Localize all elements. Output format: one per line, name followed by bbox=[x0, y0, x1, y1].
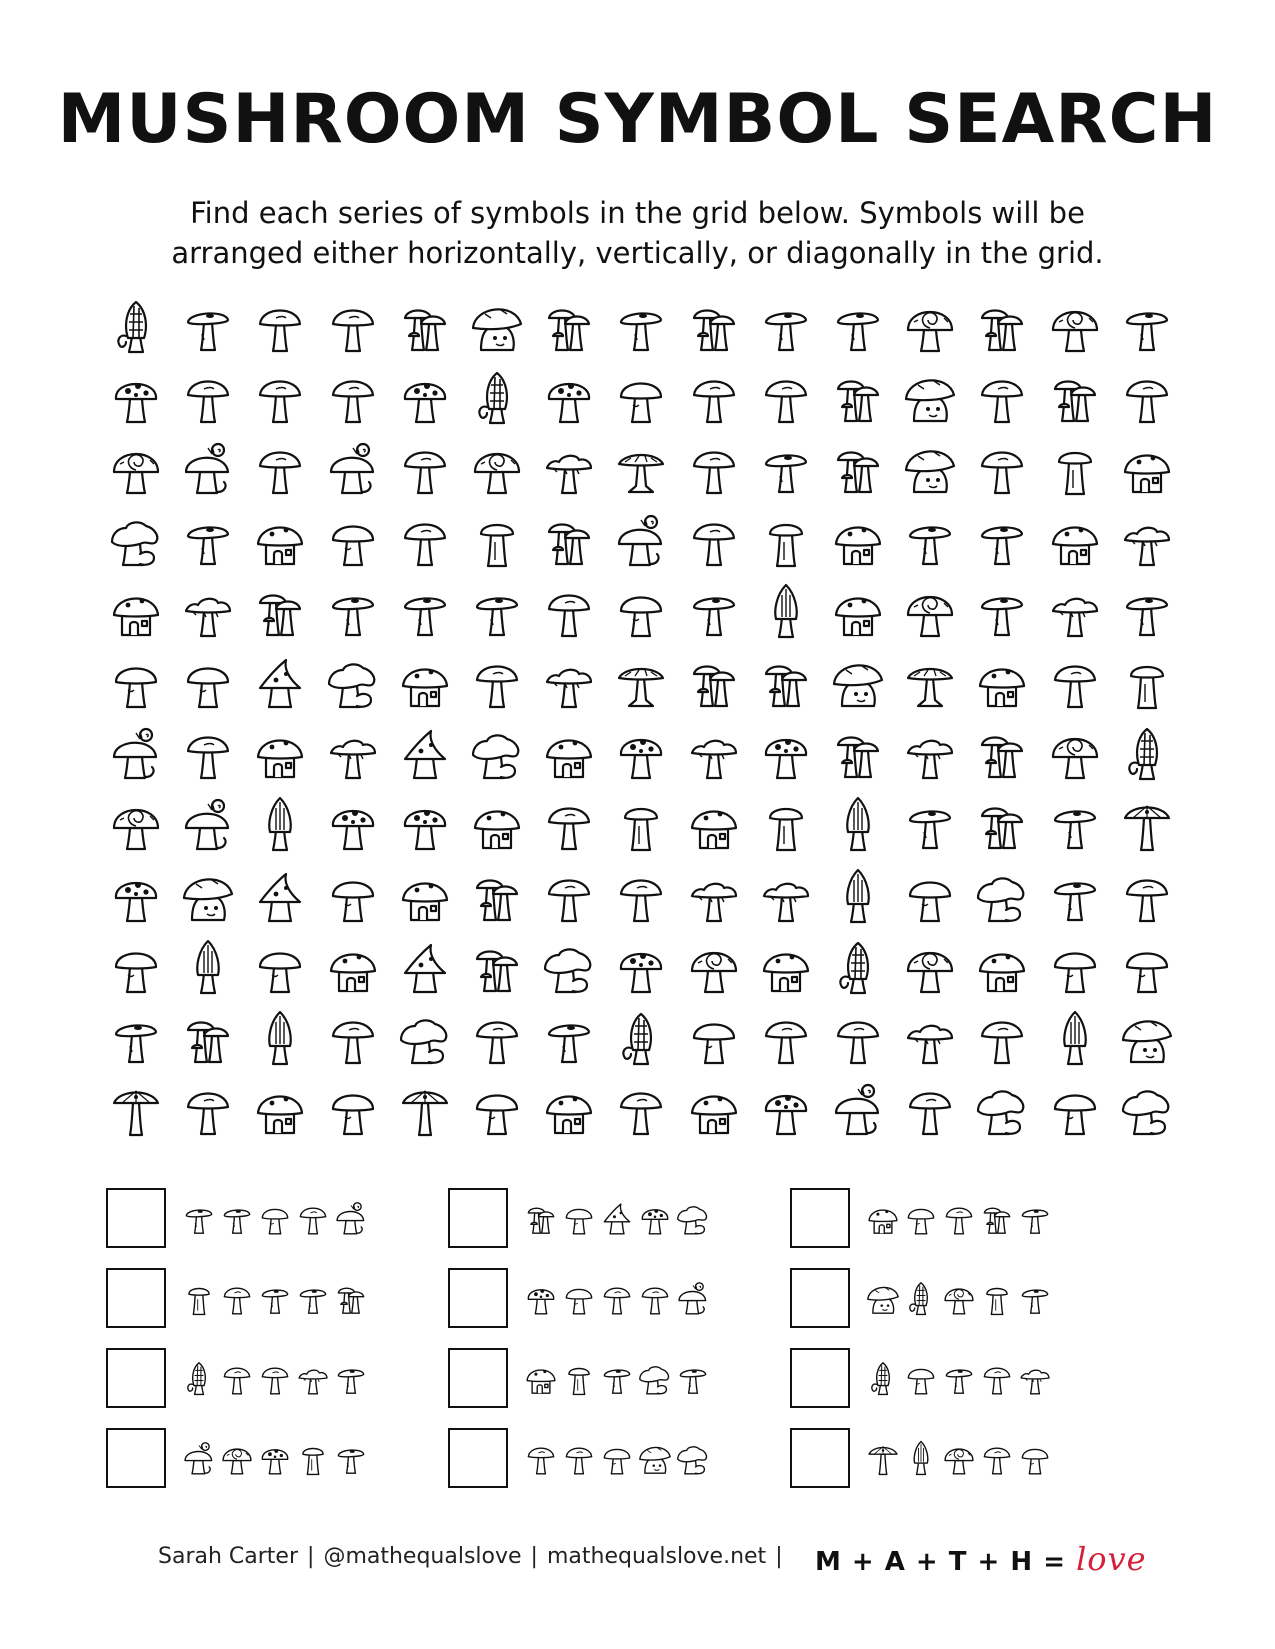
bell-cap-icon[interactable] bbox=[539, 581, 599, 641]
shelf-mushroom-icon[interactable] bbox=[1045, 581, 1105, 641]
cluster-mushroom-icon[interactable] bbox=[756, 652, 816, 712]
pointed-cap-icon[interactable] bbox=[395, 723, 455, 783]
spotted-toadstool-icon[interactable] bbox=[323, 794, 383, 854]
dome-mushroom-icon[interactable] bbox=[323, 866, 383, 926]
tall-thin-mushroom-icon[interactable] bbox=[467, 510, 527, 570]
spotted-toadstool-icon[interactable] bbox=[756, 723, 816, 783]
cluster-mushroom-icon[interactable] bbox=[539, 296, 599, 356]
grid-row bbox=[106, 367, 1176, 427]
spiral-cap-icon[interactable] bbox=[106, 438, 166, 498]
dome-mushroom-icon[interactable] bbox=[106, 937, 166, 997]
spotted-toadstool-icon[interactable] bbox=[611, 723, 671, 783]
footer-handle: @mathequalslove bbox=[323, 1544, 522, 1569]
house-mushroom-icon[interactable] bbox=[539, 1079, 599, 1139]
dome-mushroom-icon bbox=[560, 1271, 598, 1325]
bell-cap-icon[interactable] bbox=[323, 1008, 383, 1068]
conical-mushroom-icon bbox=[902, 1431, 940, 1485]
bell-cap-icon[interactable] bbox=[178, 723, 238, 783]
dome-mushroom-icon[interactable] bbox=[611, 367, 671, 427]
conical-mushroom-icon[interactable] bbox=[828, 866, 888, 926]
cluster-mushroom-icon[interactable] bbox=[684, 652, 744, 712]
shelf-mushroom-icon[interactable] bbox=[900, 723, 960, 783]
snail-mushroom-icon[interactable] bbox=[178, 438, 238, 498]
bell-cap-icon[interactable] bbox=[900, 1079, 960, 1139]
tall-thin-mushroom-icon[interactable] bbox=[1117, 652, 1177, 712]
flat-cap-icon[interactable] bbox=[756, 296, 816, 356]
spotted-toadstool-icon[interactable] bbox=[756, 1079, 816, 1139]
spiral-cap-icon bbox=[940, 1431, 978, 1485]
bell-cap-icon[interactable] bbox=[395, 438, 455, 498]
morel-icon[interactable] bbox=[1117, 723, 1177, 783]
pedestal-mushroom-icon[interactable] bbox=[611, 652, 671, 712]
bell-cap-icon[interactable] bbox=[323, 367, 383, 427]
bell-cap-icon bbox=[598, 1271, 636, 1325]
spiral-cap-icon[interactable] bbox=[106, 794, 166, 854]
pedestal-mushroom-icon[interactable] bbox=[900, 652, 960, 712]
face-mushroom-icon[interactable] bbox=[1117, 1008, 1177, 1068]
shelf-mushroom-icon[interactable] bbox=[178, 581, 238, 641]
wavy-cap-icon bbox=[674, 1191, 712, 1245]
tall-thin-mushroom-icon[interactable] bbox=[1045, 438, 1105, 498]
morel-icon[interactable] bbox=[106, 296, 166, 356]
house-mushroom-icon[interactable] bbox=[828, 581, 888, 641]
flat-cap-icon[interactable] bbox=[611, 296, 671, 356]
house-mushroom-icon[interactable] bbox=[1117, 438, 1177, 498]
clue-checkbox[interactable] bbox=[790, 1268, 850, 1328]
bell-cap-icon[interactable] bbox=[1117, 367, 1177, 427]
flat-cap-icon[interactable] bbox=[1117, 581, 1177, 641]
bell-cap-icon[interactable] bbox=[250, 296, 310, 356]
cluster-mushroom-icon[interactable] bbox=[395, 296, 455, 356]
wavy-cap-icon[interactable] bbox=[972, 1079, 1032, 1139]
logo-text: M + A + T + H = bbox=[815, 1547, 1066, 1577]
spiral-cap-icon[interactable] bbox=[900, 296, 960, 356]
shelf-mushroom-icon[interactable] bbox=[684, 723, 744, 783]
flat-cap-icon[interactable] bbox=[178, 510, 238, 570]
flat-cap-icon[interactable] bbox=[467, 581, 527, 641]
footer-separator: | bbox=[307, 1544, 315, 1569]
flat-cap-icon[interactable] bbox=[323, 581, 383, 641]
flat-cap-icon[interactable] bbox=[395, 581, 455, 641]
bell-cap-icon[interactable] bbox=[828, 1008, 888, 1068]
house-mushroom-icon[interactable] bbox=[828, 510, 888, 570]
dome-mushroom-icon[interactable] bbox=[178, 652, 238, 712]
spotted-toadstool-icon[interactable] bbox=[106, 866, 166, 926]
morel-icon bbox=[864, 1351, 902, 1405]
dome-mushroom-icon[interactable] bbox=[900, 866, 960, 926]
bell-cap-icon[interactable] bbox=[539, 866, 599, 926]
flat-cap-icon[interactable] bbox=[178, 296, 238, 356]
cluster-mushroom-icon[interactable] bbox=[828, 367, 888, 427]
pointed-cap-icon bbox=[598, 1191, 636, 1245]
flat-cap-icon bbox=[674, 1351, 712, 1405]
flat-cap-icon bbox=[332, 1431, 370, 1485]
clue-checkbox[interactable] bbox=[790, 1188, 850, 1248]
grid-row bbox=[106, 438, 1176, 498]
face-mushroom-icon[interactable] bbox=[828, 652, 888, 712]
shelf-mushroom-icon bbox=[1016, 1351, 1054, 1405]
bell-cap-icon[interactable] bbox=[467, 652, 527, 712]
cluster-mushroom-icon[interactable] bbox=[467, 866, 527, 926]
page-title: MUSHROOM SYMBOL SEARCH bbox=[57, 80, 1218, 159]
snail-mushroom-icon bbox=[332, 1191, 370, 1245]
footer-site[interactable]: mathequalslove.net bbox=[546, 1544, 767, 1569]
wavy-cap-icon[interactable] bbox=[395, 1008, 455, 1068]
house-mushroom-icon[interactable] bbox=[250, 510, 310, 570]
cluster-mushroom-icon bbox=[522, 1191, 560, 1245]
flat-cap-icon[interactable] bbox=[900, 510, 960, 570]
clue-checkbox[interactable] bbox=[106, 1268, 166, 1328]
bell-cap-icon bbox=[522, 1431, 560, 1485]
dome-mushroom-icon[interactable] bbox=[611, 581, 671, 641]
flat-cap-icon[interactable] bbox=[106, 1008, 166, 1068]
conical-mushroom-icon[interactable] bbox=[756, 581, 816, 641]
bell-cap-icon[interactable] bbox=[684, 510, 744, 570]
tall-thin-mushroom-icon[interactable] bbox=[756, 510, 816, 570]
clue-checkbox[interactable] bbox=[448, 1188, 508, 1248]
dome-mushroom-icon[interactable] bbox=[250, 937, 310, 997]
bell-cap-icon[interactable] bbox=[250, 367, 310, 427]
cluster-mushroom-icon[interactable] bbox=[828, 438, 888, 498]
grid-row bbox=[106, 296, 1176, 356]
bell-cap-icon bbox=[978, 1431, 1016, 1485]
flat-cap-icon bbox=[256, 1271, 294, 1325]
flat-cap-icon bbox=[180, 1191, 218, 1245]
grid-row bbox=[106, 1008, 1176, 1068]
cluster-mushroom-icon[interactable] bbox=[1045, 367, 1105, 427]
house-mushroom-icon[interactable] bbox=[972, 652, 1032, 712]
spotted-toadstool-icon[interactable] bbox=[395, 794, 455, 854]
pointed-cap-icon[interactable] bbox=[250, 652, 310, 712]
bell-cap-icon[interactable] bbox=[250, 438, 310, 498]
dome-mushroom-icon[interactable] bbox=[1117, 937, 1177, 997]
conical-mushroom-icon[interactable] bbox=[1045, 1008, 1105, 1068]
wavy-cap-icon bbox=[674, 1431, 712, 1485]
grid-row bbox=[106, 652, 1176, 712]
bell-cap-icon[interactable] bbox=[972, 438, 1032, 498]
shelf-mushroom-icon[interactable] bbox=[539, 438, 599, 498]
spiral-cap-icon[interactable] bbox=[900, 581, 960, 641]
spiral-cap-icon[interactable] bbox=[1045, 723, 1105, 783]
house-mushroom-icon[interactable] bbox=[756, 937, 816, 997]
dome-mushroom-icon bbox=[902, 1191, 940, 1245]
cluster-mushroom-icon[interactable] bbox=[539, 510, 599, 570]
cluster-mushroom-icon[interactable] bbox=[250, 581, 310, 641]
house-mushroom-icon bbox=[864, 1191, 902, 1245]
shelf-mushroom-icon bbox=[294, 1351, 332, 1405]
clue-checkbox[interactable] bbox=[448, 1348, 508, 1408]
flat-cap-icon bbox=[218, 1191, 256, 1245]
dome-mushroom-icon bbox=[902, 1351, 940, 1405]
bell-cap-icon bbox=[294, 1191, 332, 1245]
wavy-cap-icon[interactable] bbox=[323, 652, 383, 712]
tall-thin-mushroom-icon bbox=[294, 1431, 332, 1485]
footer-credits bbox=[158, 1544, 792, 1569]
flat-cap-icon[interactable] bbox=[900, 794, 960, 854]
spiral-cap-icon bbox=[218, 1431, 256, 1485]
bell-cap-icon bbox=[560, 1431, 598, 1485]
footer-separator: | bbox=[530, 1544, 538, 1569]
footer bbox=[0, 1540, 1275, 1580]
face-mushroom-icon[interactable] bbox=[900, 438, 960, 498]
house-mushroom-icon[interactable] bbox=[972, 937, 1032, 997]
house-mushroom-icon[interactable] bbox=[684, 794, 744, 854]
morel-icon bbox=[902, 1271, 940, 1325]
dome-mushroom-icon bbox=[256, 1191, 294, 1245]
grid-row bbox=[106, 794, 1176, 854]
dome-mushroom-icon[interactable] bbox=[467, 1079, 527, 1139]
grid-row bbox=[106, 937, 1176, 997]
morel-icon[interactable] bbox=[611, 1008, 671, 1068]
flat-cap-icon[interactable] bbox=[756, 438, 816, 498]
spiral-cap-icon[interactable] bbox=[467, 438, 527, 498]
flat-cap-icon[interactable] bbox=[972, 510, 1032, 570]
house-mushroom-icon[interactable] bbox=[323, 937, 383, 997]
face-mushroom-icon bbox=[636, 1431, 674, 1485]
shelf-mushroom-icon[interactable] bbox=[323, 723, 383, 783]
umbrella-mushroom-icon bbox=[864, 1431, 902, 1485]
flat-cap-icon[interactable] bbox=[1117, 296, 1177, 356]
brand-logo bbox=[815, 1540, 1147, 1578]
bell-cap-icon[interactable] bbox=[756, 367, 816, 427]
bell-cap-icon[interactable] bbox=[467, 1008, 527, 1068]
dome-mushroom-icon[interactable] bbox=[1045, 1079, 1105, 1139]
snail-mushroom-icon bbox=[180, 1431, 218, 1485]
flat-cap-icon[interactable] bbox=[684, 581, 744, 641]
bell-cap-icon[interactable] bbox=[972, 1008, 1032, 1068]
bell-cap-icon bbox=[978, 1351, 1016, 1405]
flat-cap-icon bbox=[598, 1351, 636, 1405]
tall-thin-mushroom-icon bbox=[560, 1351, 598, 1405]
cluster-mushroom-icon[interactable] bbox=[972, 794, 1032, 854]
bell-cap-icon[interactable] bbox=[178, 1079, 238, 1139]
conical-mushroom-icon[interactable] bbox=[828, 794, 888, 854]
wavy-cap-icon[interactable] bbox=[1117, 1079, 1177, 1139]
dome-mushroom-icon[interactable] bbox=[684, 1008, 744, 1068]
grid-row bbox=[106, 866, 1176, 926]
clue-list bbox=[0, 1188, 1275, 1518]
conical-mushroom-icon[interactable] bbox=[250, 1008, 310, 1068]
clue-checkbox[interactable] bbox=[106, 1428, 166, 1488]
wavy-cap-icon[interactable] bbox=[972, 866, 1032, 926]
bell-cap-icon[interactable] bbox=[1117, 866, 1177, 926]
dome-mushroom-icon[interactable] bbox=[1045, 937, 1105, 997]
flat-cap-icon[interactable] bbox=[539, 1008, 599, 1068]
bell-cap-icon[interactable] bbox=[756, 1008, 816, 1068]
snail-mushroom-icon[interactable] bbox=[106, 723, 166, 783]
wavy-cap-icon[interactable] bbox=[467, 723, 527, 783]
flat-cap-icon[interactable] bbox=[1045, 866, 1105, 926]
clue-checkbox[interactable] bbox=[448, 1428, 508, 1488]
bell-cap-icon[interactable] bbox=[684, 438, 744, 498]
spotted-toadstool-icon bbox=[636, 1191, 674, 1245]
shelf-mushroom-icon[interactable] bbox=[684, 866, 744, 926]
clue-checkbox[interactable] bbox=[448, 1268, 508, 1328]
conical-mushroom-icon[interactable] bbox=[178, 937, 238, 997]
conical-mushroom-icon[interactable] bbox=[250, 794, 310, 854]
bell-cap-icon[interactable] bbox=[1045, 652, 1105, 712]
umbrella-mushroom-icon[interactable] bbox=[106, 1079, 166, 1139]
wavy-cap-icon[interactable] bbox=[539, 937, 599, 997]
snail-mushroom-icon[interactable] bbox=[611, 510, 671, 570]
cluster-mushroom-icon[interactable] bbox=[467, 937, 527, 997]
house-mushroom-icon[interactable] bbox=[395, 866, 455, 926]
bell-cap-icon[interactable] bbox=[972, 367, 1032, 427]
shelf-mushroom-icon[interactable] bbox=[539, 652, 599, 712]
pointed-cap-icon[interactable] bbox=[250, 866, 310, 926]
footer-separator: | bbox=[775, 1544, 783, 1569]
dome-mushroom-icon[interactable] bbox=[106, 652, 166, 712]
cluster-mushroom-icon[interactable] bbox=[828, 723, 888, 783]
flat-cap-icon[interactable] bbox=[972, 581, 1032, 641]
snail-mushroom-icon bbox=[674, 1271, 712, 1325]
face-mushroom-icon[interactable] bbox=[467, 296, 527, 356]
logo-love: love bbox=[1076, 1540, 1147, 1578]
cluster-mushroom-icon[interactable] bbox=[684, 296, 744, 356]
flat-cap-icon[interactable] bbox=[1045, 794, 1105, 854]
house-mushroom-icon[interactable] bbox=[106, 581, 166, 641]
spotted-toadstool-icon bbox=[522, 1271, 560, 1325]
flat-cap-icon bbox=[1016, 1271, 1054, 1325]
cluster-mushroom-icon bbox=[978, 1191, 1016, 1245]
house-mushroom-icon[interactable] bbox=[250, 723, 310, 783]
shelf-mushroom-icon[interactable] bbox=[1117, 510, 1177, 570]
grid-row bbox=[106, 723, 1176, 783]
bell-cap-icon[interactable] bbox=[611, 866, 671, 926]
pedestal-mushroom-icon[interactable] bbox=[611, 438, 671, 498]
cluster-mushroom-icon bbox=[332, 1271, 370, 1325]
wavy-cap-icon[interactable] bbox=[106, 510, 166, 570]
bell-cap-icon bbox=[218, 1351, 256, 1405]
tall-thin-mushroom-icon bbox=[978, 1271, 1016, 1325]
snail-mushroom-icon[interactable] bbox=[828, 1079, 888, 1139]
bell-cap-icon bbox=[218, 1271, 256, 1325]
tall-thin-mushroom-icon[interactable] bbox=[756, 794, 816, 854]
instructions bbox=[100, 193, 1175, 273]
morel-icon[interactable] bbox=[828, 937, 888, 997]
bell-cap-icon[interactable] bbox=[323, 296, 383, 356]
house-mushroom-icon[interactable] bbox=[467, 794, 527, 854]
bell-cap-icon[interactable] bbox=[395, 510, 455, 570]
dome-mushroom-icon bbox=[598, 1431, 636, 1485]
spiral-cap-icon bbox=[940, 1271, 978, 1325]
snail-mushroom-icon[interactable] bbox=[323, 438, 383, 498]
footer-author: Sarah Carter bbox=[158, 1544, 299, 1569]
shelf-mushroom-icon[interactable] bbox=[900, 1008, 960, 1068]
tall-thin-mushroom-icon bbox=[180, 1271, 218, 1325]
clue-checkbox[interactable] bbox=[790, 1348, 850, 1408]
tall-thin-mushroom-icon[interactable] bbox=[611, 794, 671, 854]
house-mushroom-icon[interactable] bbox=[250, 1079, 310, 1139]
umbrella-mushroom-icon[interactable] bbox=[1117, 794, 1177, 854]
instructions-line-1: Find each series of symbols in the grid below. Symbols will be bbox=[190, 196, 1085, 230]
face-mushroom-icon bbox=[864, 1271, 902, 1325]
spiral-cap-icon[interactable] bbox=[900, 937, 960, 997]
bell-cap-icon[interactable] bbox=[539, 794, 599, 854]
dome-mushroom-icon[interactable] bbox=[323, 510, 383, 570]
flat-cap-icon bbox=[940, 1351, 978, 1405]
clue-checkbox[interactable] bbox=[790, 1428, 850, 1488]
morel-icon bbox=[180, 1351, 218, 1405]
grid-row bbox=[106, 1079, 1176, 1139]
cluster-mushroom-icon[interactable] bbox=[178, 1008, 238, 1068]
bell-cap-icon bbox=[940, 1191, 978, 1245]
cluster-mushroom-icon[interactable] bbox=[972, 723, 1032, 783]
dome-mushroom-icon[interactable] bbox=[323, 1079, 383, 1139]
umbrella-mushroom-icon[interactable] bbox=[395, 1079, 455, 1139]
bell-cap-icon[interactable] bbox=[684, 367, 744, 427]
cluster-mushroom-icon[interactable] bbox=[972, 296, 1032, 356]
spotted-toadstool-icon[interactable] bbox=[539, 367, 599, 427]
bell-cap-icon[interactable] bbox=[178, 367, 238, 427]
flat-cap-icon[interactable] bbox=[828, 296, 888, 356]
wavy-cap-icon bbox=[636, 1351, 674, 1405]
spotted-toadstool-icon[interactable] bbox=[611, 937, 671, 997]
bell-cap-icon bbox=[256, 1351, 294, 1405]
dome-mushroom-icon bbox=[1016, 1431, 1054, 1485]
snail-mushroom-icon[interactable] bbox=[178, 794, 238, 854]
spotted-toadstool-icon[interactable] bbox=[106, 367, 166, 427]
house-mushroom-icon[interactable] bbox=[539, 723, 599, 783]
house-mushroom-icon bbox=[522, 1351, 560, 1405]
spiral-cap-icon[interactable] bbox=[684, 937, 744, 997]
bell-cap-icon[interactable] bbox=[611, 1079, 671, 1139]
spiral-cap-icon[interactable] bbox=[1045, 296, 1105, 356]
bell-cap-icon bbox=[636, 1271, 674, 1325]
clue-checkbox[interactable] bbox=[106, 1348, 166, 1408]
face-mushroom-icon[interactable] bbox=[900, 367, 960, 427]
house-mushroom-icon[interactable] bbox=[1045, 510, 1105, 570]
face-mushroom-icon[interactable] bbox=[178, 866, 238, 926]
shelf-mushroom-icon[interactable] bbox=[756, 866, 816, 926]
pointed-cap-icon[interactable] bbox=[395, 937, 455, 997]
spotted-toadstool-icon[interactable] bbox=[395, 367, 455, 427]
morel-icon[interactable] bbox=[467, 367, 527, 427]
flat-cap-icon bbox=[332, 1351, 370, 1405]
grid-row bbox=[106, 510, 1176, 570]
clue-checkbox[interactable] bbox=[106, 1188, 166, 1248]
flat-cap-icon bbox=[1016, 1191, 1054, 1245]
dome-mushroom-icon bbox=[560, 1191, 598, 1245]
flat-cap-icon bbox=[294, 1271, 332, 1325]
spotted-toadstool-icon bbox=[256, 1431, 294, 1485]
grid-row bbox=[106, 581, 1176, 641]
house-mushroom-icon[interactable] bbox=[395, 652, 455, 712]
house-mushroom-icon[interactable] bbox=[684, 1079, 744, 1139]
instructions-line-2: arranged either horizontally, vertically, or diagonally in the grid. bbox=[171, 236, 1104, 270]
